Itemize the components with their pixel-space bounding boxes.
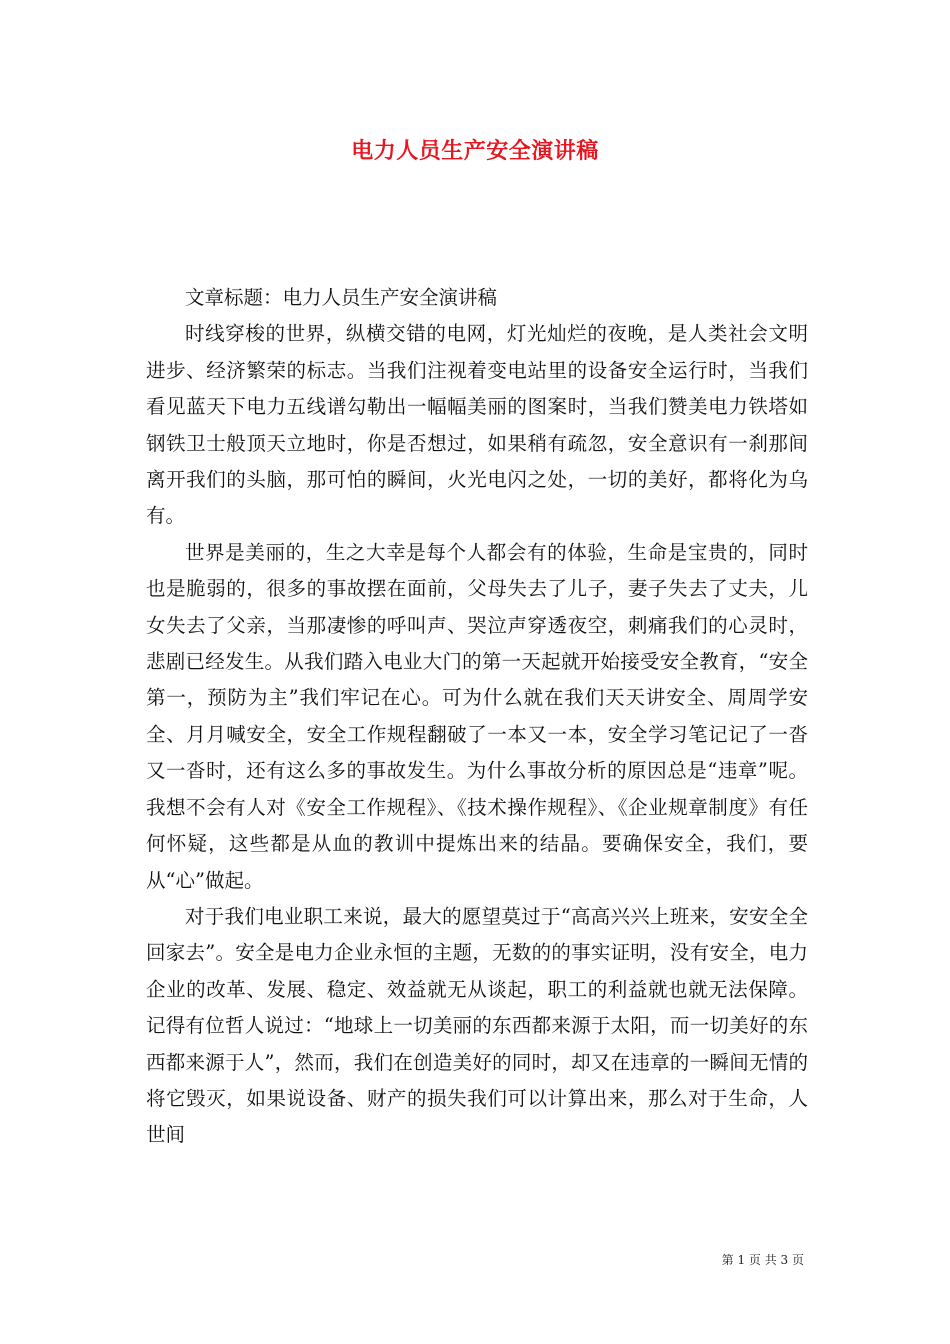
page-number-footer: 第 1 页 共 3 页 (721, 1253, 804, 1267)
paragraph-article-title: 文章标题：电力人员生产安全演讲稿 (185, 286, 498, 309)
paragraph-2: 世界是美丽的，生之大幸是每个人都会有的体验，生命是宝贵的，同时也是脆弱的，很多的事故摆在面前，父母失去了儿子，妻子失去了丈夫，儿女失去了父亲，当那凄惨的呼叫声、哭泣声穿透夜空，刺痛我们的心灵时，悲剧已经发生。从我们踏入电业大门的第一天起就开始接受安全教育，“安全第一，预防为主”我们牢记在心。可为什么就在我们天天讲安全、周周学安全、月月喊安全，安全工作规程翻破了一本又一本，安全学习笔记记了一沓又一沓时，还有这么多的事故发生。为什么事故分析的原因总是“违章”呢。我想不会有人对《安全工作规程》、《技术操作规程》、《企业规章制度》有任何怀疑，这些都是从血的教训中提炼出来的结晶。要确保安全，我们，要从“心”做起。 (146, 540, 808, 892)
paragraph-3: 对于我们电业职工来说，最大的愿望莫过于“高高兴兴上班来，安安全全回家去”。安全是电力企业永恒的主题，无数的的事实证明，没有安全，电力企业的改革、发展、稳定、效益就无从谈起，职工的利益就也就无法保障。记得有位哲人说过：“地球上一切美丽的东西都来源于太阳，而一切美好的东西都来源于人”，然而，我们在创造美好的同时，却又在违章的一瞬间无情的将它毁灭，如果说设备、财产的损失我们可以计算出来，那么对于生命，人世间 (146, 904, 808, 1147)
document-body (146, 280, 808, 1154)
document-title: 电力人员生产安全演讲稿 (351, 138, 599, 164)
paragraph-1: 时线穿梭的世界，纵横交错的电网，灯光灿烂的夜晚，是人类社会文明进步、经济繁荣的标志。当我们注视着变电站里的设备安全运行时，当我们看见蓝天下电力五线谱勾勒出一幅幅美丽的图案时，当我们赞美电力铁塔如钢铁卫士般顶天立地时，你是否想过，如果稍有疏忽，安全意识有一刹那间离开我们的头脑，那可怕的瞬间，火光电闪之处，一切的美好，都将化为乌有。 (146, 322, 808, 528)
